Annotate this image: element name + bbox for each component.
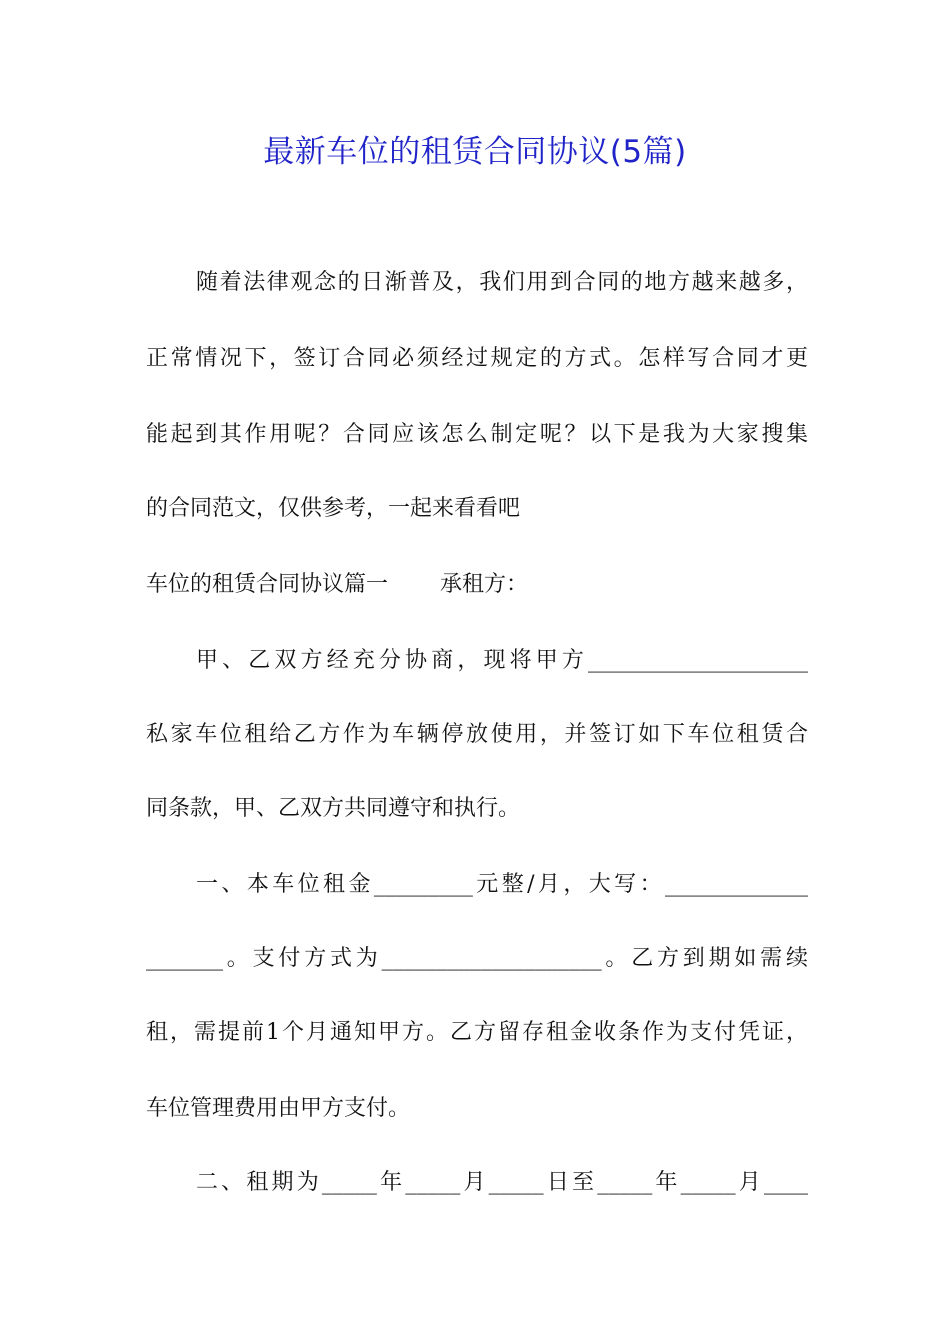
body-line-4: 一、本车位租金_________元整/月，大写：_____________ <box>196 872 808 897</box>
body-line-2: 私家车位租给乙方作为车辆停放使用，并签订如下车位租赁合 <box>146 722 808 747</box>
intro-line-4: 的合同范文，仅供参考，一起来看看吧 <box>146 496 521 521</box>
intro-line-3: 能起到其作用呢？合同应该怎么制定呢？以下是我为大家搜集 <box>146 422 808 447</box>
body-line-6: 租，需提前1个月通知甲方。乙方留存租金收条作为支付凭证， <box>146 1020 808 1045</box>
intro-line-1: 随着法律观念的日渐普及，我们用到合同的地方越来越多， <box>196 270 808 295</box>
document-title: 最新车位的租赁合同协议(5篇) <box>263 134 687 170</box>
body-line-1: 甲、乙双方经充分协商，现将甲方____________________ <box>196 648 808 673</box>
body-line-7: 车位管理费用由甲方支付。 <box>146 1096 411 1121</box>
body-line-8: 二、租期为_____年_____月_____日至_____年_____月____ <box>196 1170 808 1195</box>
section-party-label: 承租方： <box>440 572 529 597</box>
intro-line-2: 正常情况下，签订合同必须经过规定的方式。怎样写合同才更 <box>146 346 808 371</box>
body-line-5: _______。支付方式为____________________。乙方到期如需续 <box>146 946 808 971</box>
section-heading: 车位的租赁合同协议篇一 <box>146 572 389 597</box>
section-heading-row <box>146 570 808 600</box>
body-line-3: 同条款，甲、乙双方共同遵守和执行。 <box>146 796 521 821</box>
